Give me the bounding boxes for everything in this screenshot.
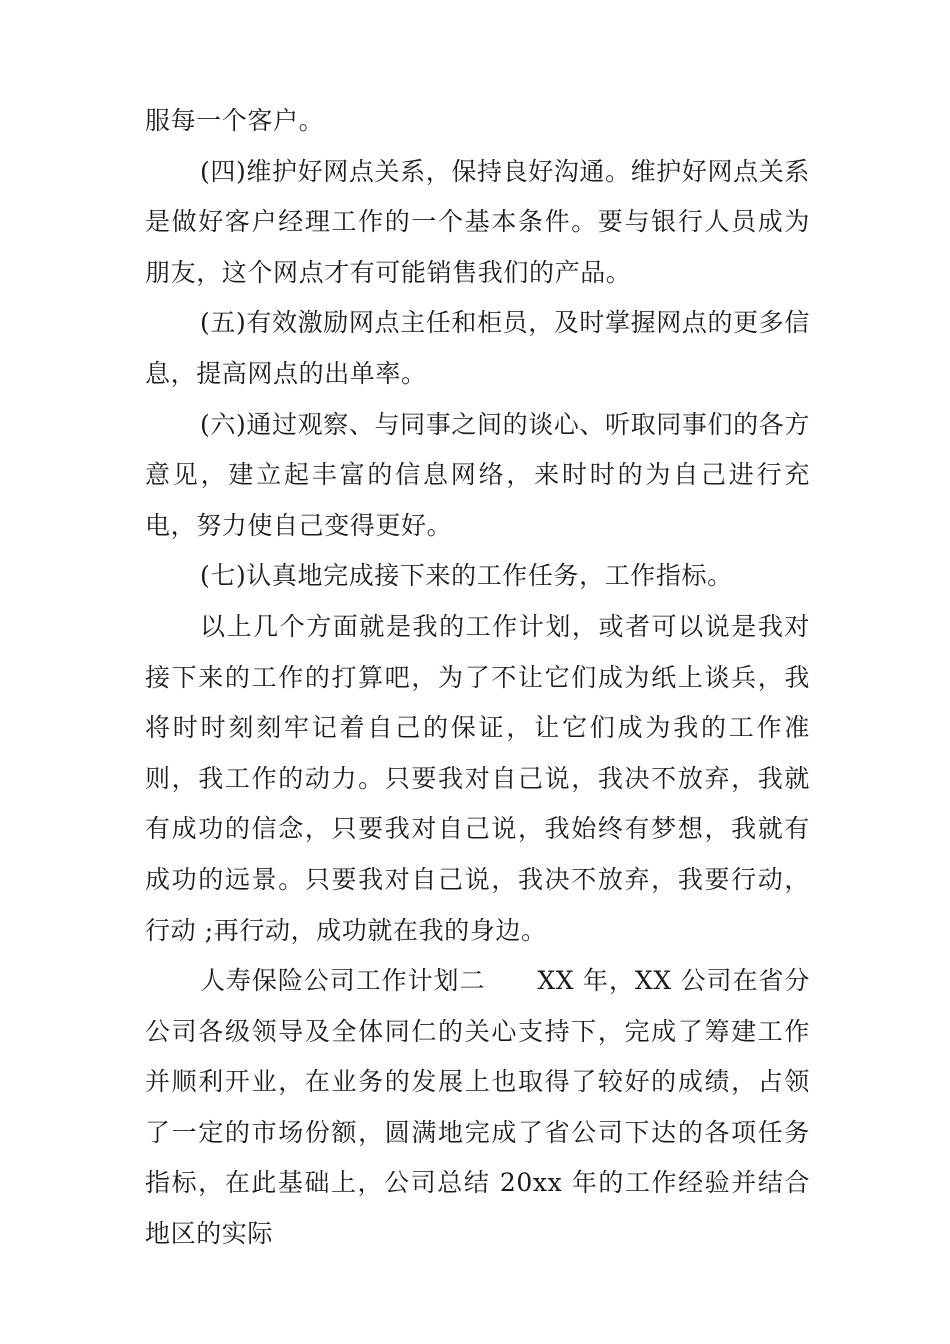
- paragraph-item-7: (七)认真地完成接下来的工作任务，工作指标。: [200, 561, 733, 591]
- document-body: [145, 96, 810, 1260]
- paragraph-plan-two: 人寿保险公司工作计划二 XX 年，XX 公司在省分公司各级领导及全体同仁的关心支持下，完成了筹建工作并顺利开业，在业务的发展上也取得了较好的成绩，占领了一定的市场份额，圆满地完成了省公司下达的各项任务指标，在此基础上，公司总结 20xx 年的工作经验并结合地区的实际: [145, 966, 810, 1249]
- paragraph-summary: 以上几个方面就是我的工作计划，或者可以说是我对接下来的工作的打算吧，为了不让它们成为纸上谈兵，我将时时刻刻牢记着自己的保证，让它们成为我的工作准则，我工作的动力。只要我对自己说，我决不放弃，我就有成功的信念，只要我对自己说，我始终有梦想，我就有成功的远景。只要我对自己说，我决不放弃，我要行动，行动 ;再行动，成功就在我的身边。: [145, 611, 810, 945]
- paragraph-item-5: (五)有效激励网点主任和柜员，及时掌握网点的更多信息，提高网点的出单率。: [145, 308, 810, 388]
- paragraph-item-4: (四)维护好网点关系，保持良好沟通。维护好网点关系是做好客户经理工作的一个基本条件。要与银行人员成为朋友，这个网点才有可能销售我们的产品。: [145, 156, 810, 287]
- paragraph-continuation: 服每一个客户。: [145, 106, 325, 135]
- paragraph-item-6: (六)通过观察、与同事之间的谈心、听取同事们的各方意见，建立起丰富的信息网络，来时时的为自己进行充电，努力使自己变得更好。: [145, 409, 810, 540]
